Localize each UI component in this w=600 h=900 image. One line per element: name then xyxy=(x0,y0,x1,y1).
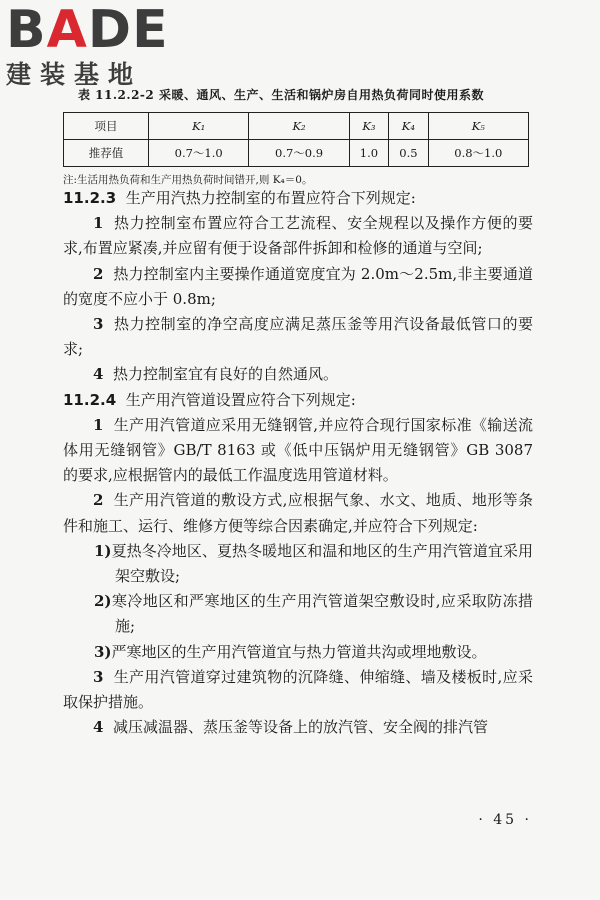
clause-item xyxy=(63,211,533,261)
clause-item xyxy=(63,413,533,489)
clause-title: 生产用汽热力控制室的布置应符合下列规定: xyxy=(125,189,416,207)
item-text: 热力控制室布置应符合工艺流程、安全规程以及操作方便的要求,布置应紧凑,并应留有便于设备部件拆卸和检修的通道与空间; xyxy=(63,214,533,258)
item-text: 生产用汽管道的敷设方式,应根据气象、水文、地质、地形等条件和施工、运行、维修方便等综合因素确定,并应符合下列规定: xyxy=(63,491,533,535)
item-text: 热力控制室的净空高度应满足蒸压釜等用汽设备最低管口的要求; xyxy=(63,315,533,359)
table-caption: 表 11.2.2-2 采暖、通风、生产、生活和锅炉房自用热负荷同时使用系数 xyxy=(78,88,484,102)
clause-heading xyxy=(63,388,533,413)
subitem-number: 1) xyxy=(94,541,112,560)
clause-item xyxy=(63,312,533,362)
item-number: 1 xyxy=(93,415,104,434)
table-header-cell: K₂ xyxy=(249,113,349,140)
logo xyxy=(6,2,176,90)
clause-title: 生产用汽管道设置应符合下列规定: xyxy=(125,390,356,409)
table-header-cell: K₅ xyxy=(428,113,528,140)
item-number: 3 xyxy=(93,315,104,334)
clause-item xyxy=(63,262,533,312)
table-cell: 0.7～1.0 xyxy=(149,140,249,167)
table-header-cell: K₁ xyxy=(149,113,249,140)
item-number: 2 xyxy=(93,491,104,510)
item-number: 3 xyxy=(93,667,104,686)
item-text: 生产用汽管道应采用无缝钢管,并应符合现行国家标准《输送流体用无缝钢管》GB/T 8163 或《低中压锅炉用无缝钢管》GB 3087 的要求,应根据管内的最低工作温度选用管道材料。 xyxy=(63,415,533,485)
subitem xyxy=(94,539,533,589)
table-row xyxy=(64,140,529,167)
body-text xyxy=(63,186,533,740)
item-number: 4 xyxy=(93,718,104,737)
table-cell: 0.5 xyxy=(389,140,428,167)
table-cell: 0.7～0.9 xyxy=(249,140,349,167)
clause-item xyxy=(63,715,533,740)
page-number: · 45 · xyxy=(478,812,532,828)
clause-item xyxy=(63,665,533,715)
item-number: 4 xyxy=(93,365,104,384)
subitem xyxy=(94,589,533,639)
subitem-text: 夏热冬冷地区、夏热冬暖地区和温和地区的生产用汽管道宜采用架空敷设; xyxy=(111,541,533,586)
table-cell: 1.0 xyxy=(349,140,388,167)
coefficient-table xyxy=(63,112,529,167)
clause-number: 11.2.4 xyxy=(63,390,117,409)
subitem-text: 严寒地区的生产用汽管道宜与热力管道共沟或埋地敷设。 xyxy=(111,642,487,661)
subitem-text: 寒冷地区和严寒地区的生产用汽管道架空敷设时,应采取防冻措施; xyxy=(111,592,533,636)
logo-brand xyxy=(6,2,176,58)
item-text: 热力控制室宜有良好的自然通风。 xyxy=(112,365,338,384)
clause-item xyxy=(63,362,533,387)
subitem xyxy=(94,640,533,665)
item-number: 1 xyxy=(93,214,104,233)
logo-brand-text: BADE xyxy=(6,0,169,60)
item-text: 生产用汽管道穿过建筑物的沉降缝、伸缩缝、墙及楼板时,应采取保护措施。 xyxy=(63,667,533,712)
logo-subtitle: 建装基地 xyxy=(6,60,143,89)
subitem-number: 2) xyxy=(94,592,112,611)
table-cell: 推荐值 xyxy=(64,140,149,167)
table-note: 注:生活用热负荷和生产用热负荷时间错开,则 K₄＝0。 xyxy=(63,174,313,186)
subitem-number: 3) xyxy=(94,642,112,661)
clause-item xyxy=(63,488,533,538)
item-text: 减压减温器、蒸压釜等设备上的放汽管、安全阀的排汽管 xyxy=(112,718,488,737)
table-header-row xyxy=(64,113,529,140)
subitem-list xyxy=(63,539,533,665)
clause-number: 11.2.3 xyxy=(63,189,117,207)
table-cell: 0.8～1.0 xyxy=(428,140,528,167)
table-header-cell: K₃ xyxy=(349,113,388,140)
table-header-cell: K₄ xyxy=(389,113,428,140)
table-header-cell: 项目 xyxy=(64,113,149,140)
clause-heading xyxy=(63,186,533,211)
item-number: 2 xyxy=(93,264,104,283)
item-text: 热力控制室内主要操作通道宽度宜为 2.0m～2.5m,非主要通道的宽度不应小于 0.8m; xyxy=(63,264,533,308)
